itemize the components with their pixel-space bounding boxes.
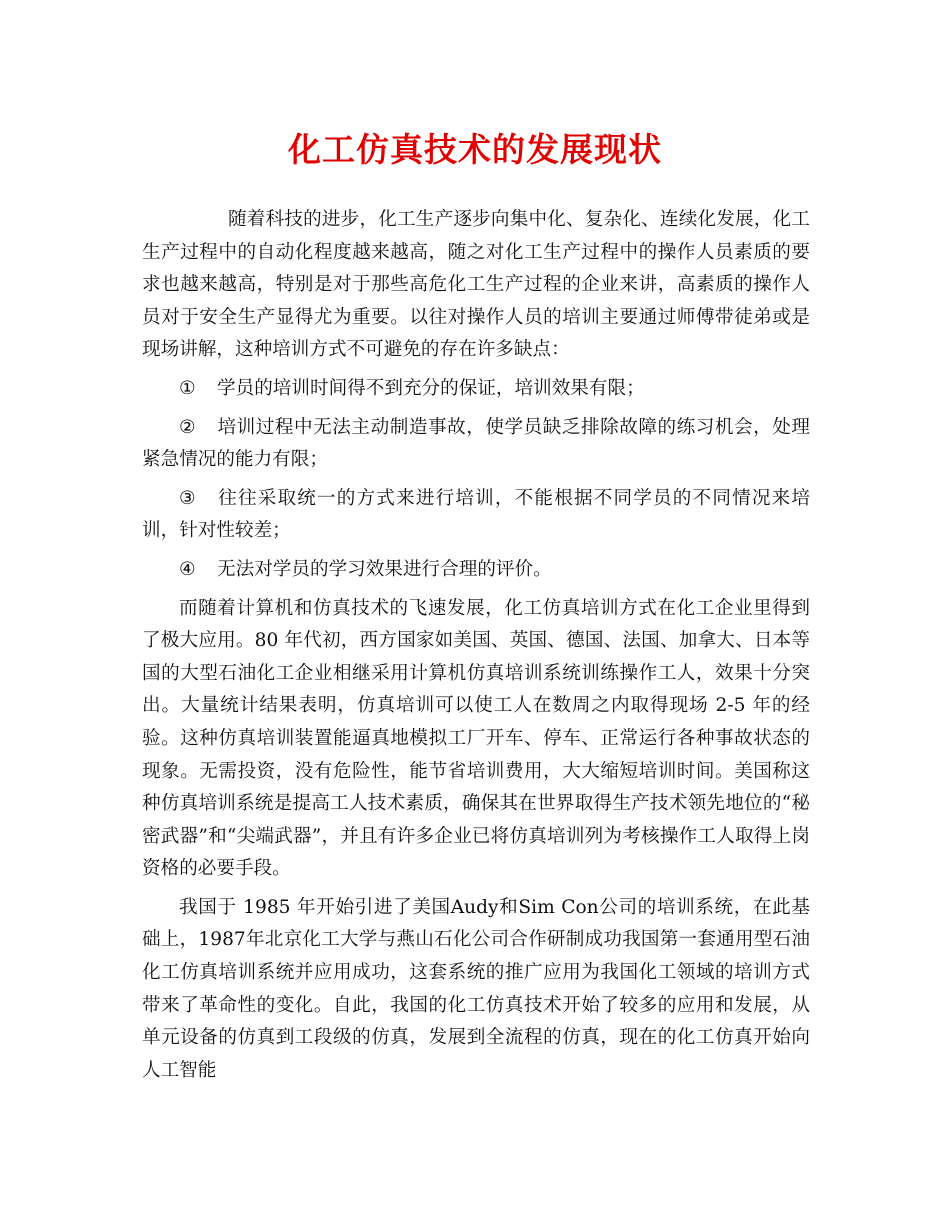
shortcoming-item-1 bbox=[142, 373, 810, 406]
list-marker: ④ bbox=[179, 558, 196, 580]
simulation-development-paragraph: 而随着计算机和仿真技术的飞速发展，化工仿真培训方式在化工企业里得到了极大应用。80 年代初，西方国家如美国、英国、德国、法国、加拿大、日本等国的大型石油化工企业相继采用计算机仿真培训系统训练操作工人，效果十分突出。大量统计结果表明，仿真培训可以使工人在数周之内取得现场 2-5 年的经验。这种仿真培训装置能逼真地模拟工厂开车、停车、正常运行各种事故状态的现象。无需投资，没有危险性，能节省培训费用，大大缩短培训时间。美国称这种仿真培训系统是提高工人技术素质，确保其在世界取得生产技术领先地位的“秘密武器”和“尖端武器”，并且有许多企业已将仿真培训列为考核操作工人取得上岗资格的必要手段。 bbox=[142, 597, 810, 880]
shortcoming-item-4 bbox=[142, 554, 810, 587]
shortcoming-item-3 bbox=[142, 483, 810, 548]
list-item-text: 学员的培训时间得不到充分的保证，培训效果有限； bbox=[217, 377, 645, 399]
list-item-text: 培训过程中无法主动制造事故，使学员缺乏排除故障的练习机会，处理紧急情况的能力有限； bbox=[142, 416, 810, 471]
list-item-text: 往往采取统一的方式来进行培训，不能根据不同学员的不同情况来培训，针对性较差； bbox=[142, 487, 810, 542]
document-title: 化工仿真技术的发展现状 bbox=[288, 130, 662, 169]
shortcoming-item-2 bbox=[142, 412, 810, 477]
list-item-text: 无法对学员的学习效果进行合理的评价。 bbox=[217, 558, 552, 580]
list-marker: ① bbox=[179, 377, 196, 399]
china-history-paragraph: 我国于 1985 年开始引进了美国Audy和Sim Con公司的培训系统，在此基础上，1987年北京化工大学与燕山石化公司合作研制成功我国第一套通用型石油化工仿真培训系统并应用成功，这套系统的推广应用为我国化工领域的培训方式带来了革命性的变化。自此，我国的化工仿真技术开始了较多的应用和发展，从单元设备的仿真到工段级的仿真，发展到全流程的仿真，现在的化工仿真开始向人工智能 bbox=[142, 896, 810, 1081]
intro-paragraph: 随着科技的进步，化工生产逐步向集中化、复杂化、连续化发展，化工生产过程中的自动化程度越来越高，随之对化工生产过程中的操作人员素质的要求也越来越高，特别是对于那些高危化工生产过程的企业来讲，高素质的操作人员对于安全生产显得尤为重要。以往对操作人员的培训主要通过师傅带徒弟或是现场讲解，这种培训方式不可避免的存在许多缺点： bbox=[142, 209, 810, 361]
document-body bbox=[142, 204, 810, 1093]
list-marker: ② bbox=[179, 416, 196, 438]
list-marker: ③ bbox=[179, 487, 196, 509]
